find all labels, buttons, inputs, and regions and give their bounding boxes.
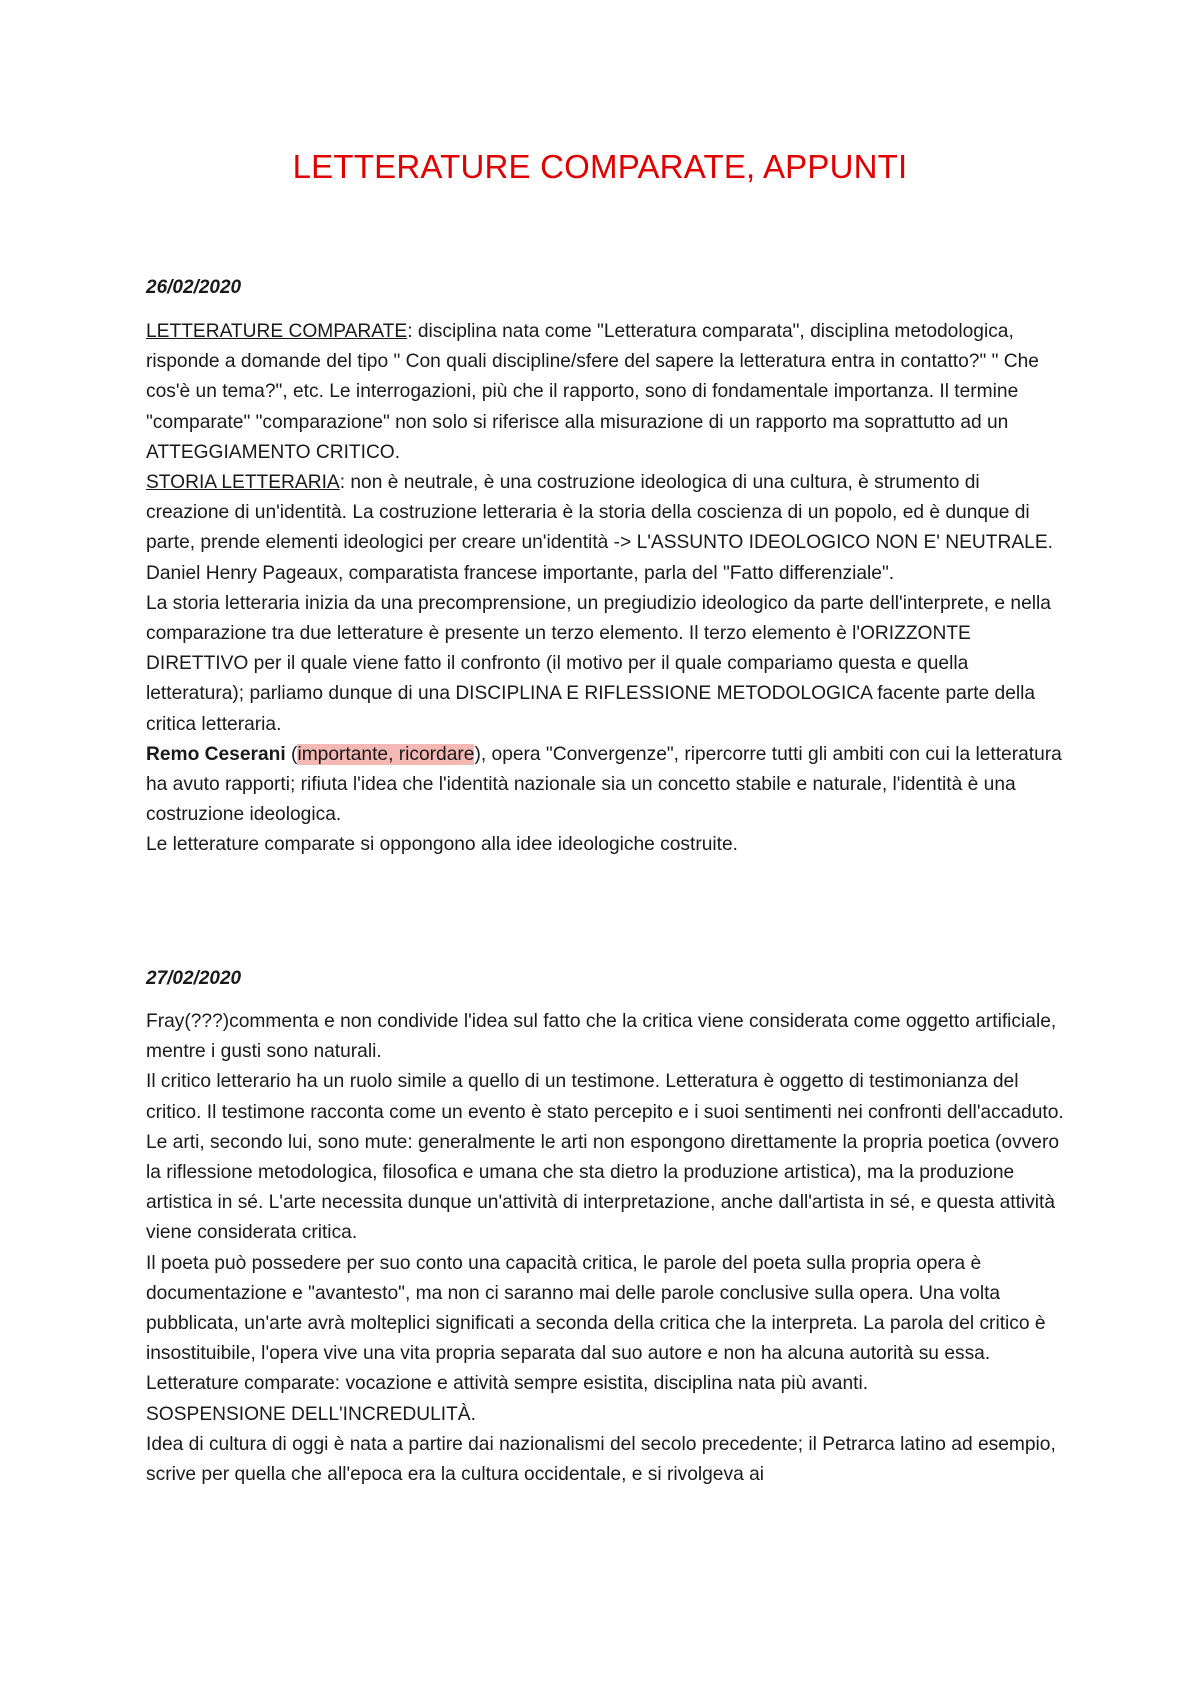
document-title: LETTERATURE COMPARATE, APPUNTI [292, 148, 908, 185]
paragraph: Le arti, secondo lui, sono mute: generalmente le arti non espongono direttamente la propria poetica (ovvero la riflessione metodologica, filosofica e umana che sta dietro la produzione artistica), ma la produzione artistica in sé. L'arte necessita dunque un'attività di interpretazione, anche dall'artista in sé, e questa attività viene considerata critica. [146, 1131, 1060, 1244]
paragraph [146, 468, 1066, 559]
paragraph: Fray(???)commenta e non condivide l'idea sul fatto che la critica viene considerata come oggetto artificiale, mentre i gusti sono naturali. [146, 1011, 1057, 1063]
paragraph-text: : disciplina nata come "Letteratura comparata", disciplina metodologica, risponde a domande del tipo " Con quali discipline/sfere del sapere la letteratura entra in contatto?" " Che cos'è un tema?", etc. Le interrogazioni, più che il rapporto, sono di fondamentale importanza. Il termine "comparate" "comparazione" non solo si riferisce alla misurazione di un rapporto ma soprattutto ad un ATTEGGIAMENTO CRITICO. [146, 321, 1039, 463]
paragraph: Letterature comparate: vocazione e attività sempre esistita, disciplina nata più avanti. [146, 1373, 869, 1395]
paragraph: Idea di cultura di oggi è nata a partire dai nazionalismi del secolo precedente; il Petrarca latino ad esempio, scrive per quella che all'epoca era la cultura occidentale, e si rivolgeva ai [146, 1433, 1056, 1486]
section-date: 26/02/2020 [146, 277, 242, 298]
author-name: Remo Ceserani [146, 743, 286, 765]
paragraph-text: ( [285, 743, 298, 765]
paragraph [146, 317, 1066, 468]
section-date: 27/02/2020 [146, 968, 242, 989]
paragraph: Daniel Henry Pageaux, comparatista francese importante, parla del "Fatto differenziale". [146, 562, 895, 584]
paragraph-text: : non è neutrale, è una costruzione ideologica di una cultura, è strumento di creazione di un'identità. La costruzione letteraria è la storia della coscienza di un popolo, ed è dunque di parte, prende elementi ideologici per creare un'identità -> L'ASSUNTO IDEOLOGICO NON E' NEUTRALE. [146, 472, 1053, 554]
paragraph-text: ), opera "Convergenze", ripercorre tutti gli ambiti con cui la letteratura ha avuto rapporti; rifiuta l'idea che l'identità nazionale sia un concetto stabile e naturale, l'identità è una costruzione ideologica. [146, 743, 1062, 826]
paragraph [146, 740, 1066, 831]
paragraph: Le letterature comparate si oppongono alla idee ideologiche costruite. [146, 834, 739, 856]
term-heading: STORIA LETTERARIA [146, 472, 340, 494]
highlighted-note: importante, ricordare [297, 743, 475, 765]
paragraph: La storia letteraria inizia da una precomprensione, un pregiudizio ideologico da parte dell'interprete, e nella comparazione tra due letterature è presente un terzo elemento. Il terzo elemento è l'ORIZZONTE DIRETTIVO per il quale viene fatto il confronto (il motivo per il quale compariamo questa e quella letteratura); parliamo dunque di una DISCIPLINA E RIFLESSIONE METODOLOGICA facente parte della critica letteraria. [146, 592, 1051, 735]
section-body [146, 317, 1066, 861]
section-body [146, 1007, 1066, 1490]
paragraph: Il critico letterario ha un ruolo simile a quello di un testimone. Letteratura è oggetto di testimonianza del critico. Il testimone racconta come un evento è stato percepito e i suoi sentimenti nei confronti dell'accaduto. [146, 1071, 1064, 1123]
paragraph: Il poeta può possedere per suo conto una capacità critica, le parole del poeta sulla propria opera è documentazione e "avantesto", ma non ci saranno mai delle parole conclusive sulla opera. Una volta pubblicata, un'arte avrà molteplici significati a seconda della critica che la interpreta. La parola del critico è insostituibile, l'opera vive una vita propria separata dal suo autore e non ha alcuna autorità su essa. [146, 1252, 1046, 1365]
term-heading: LETTERATURE COMPARATE [146, 321, 408, 342]
paragraph: SOSPENSIONE DELL'INCREDULITÀ. [146, 1403, 476, 1425]
